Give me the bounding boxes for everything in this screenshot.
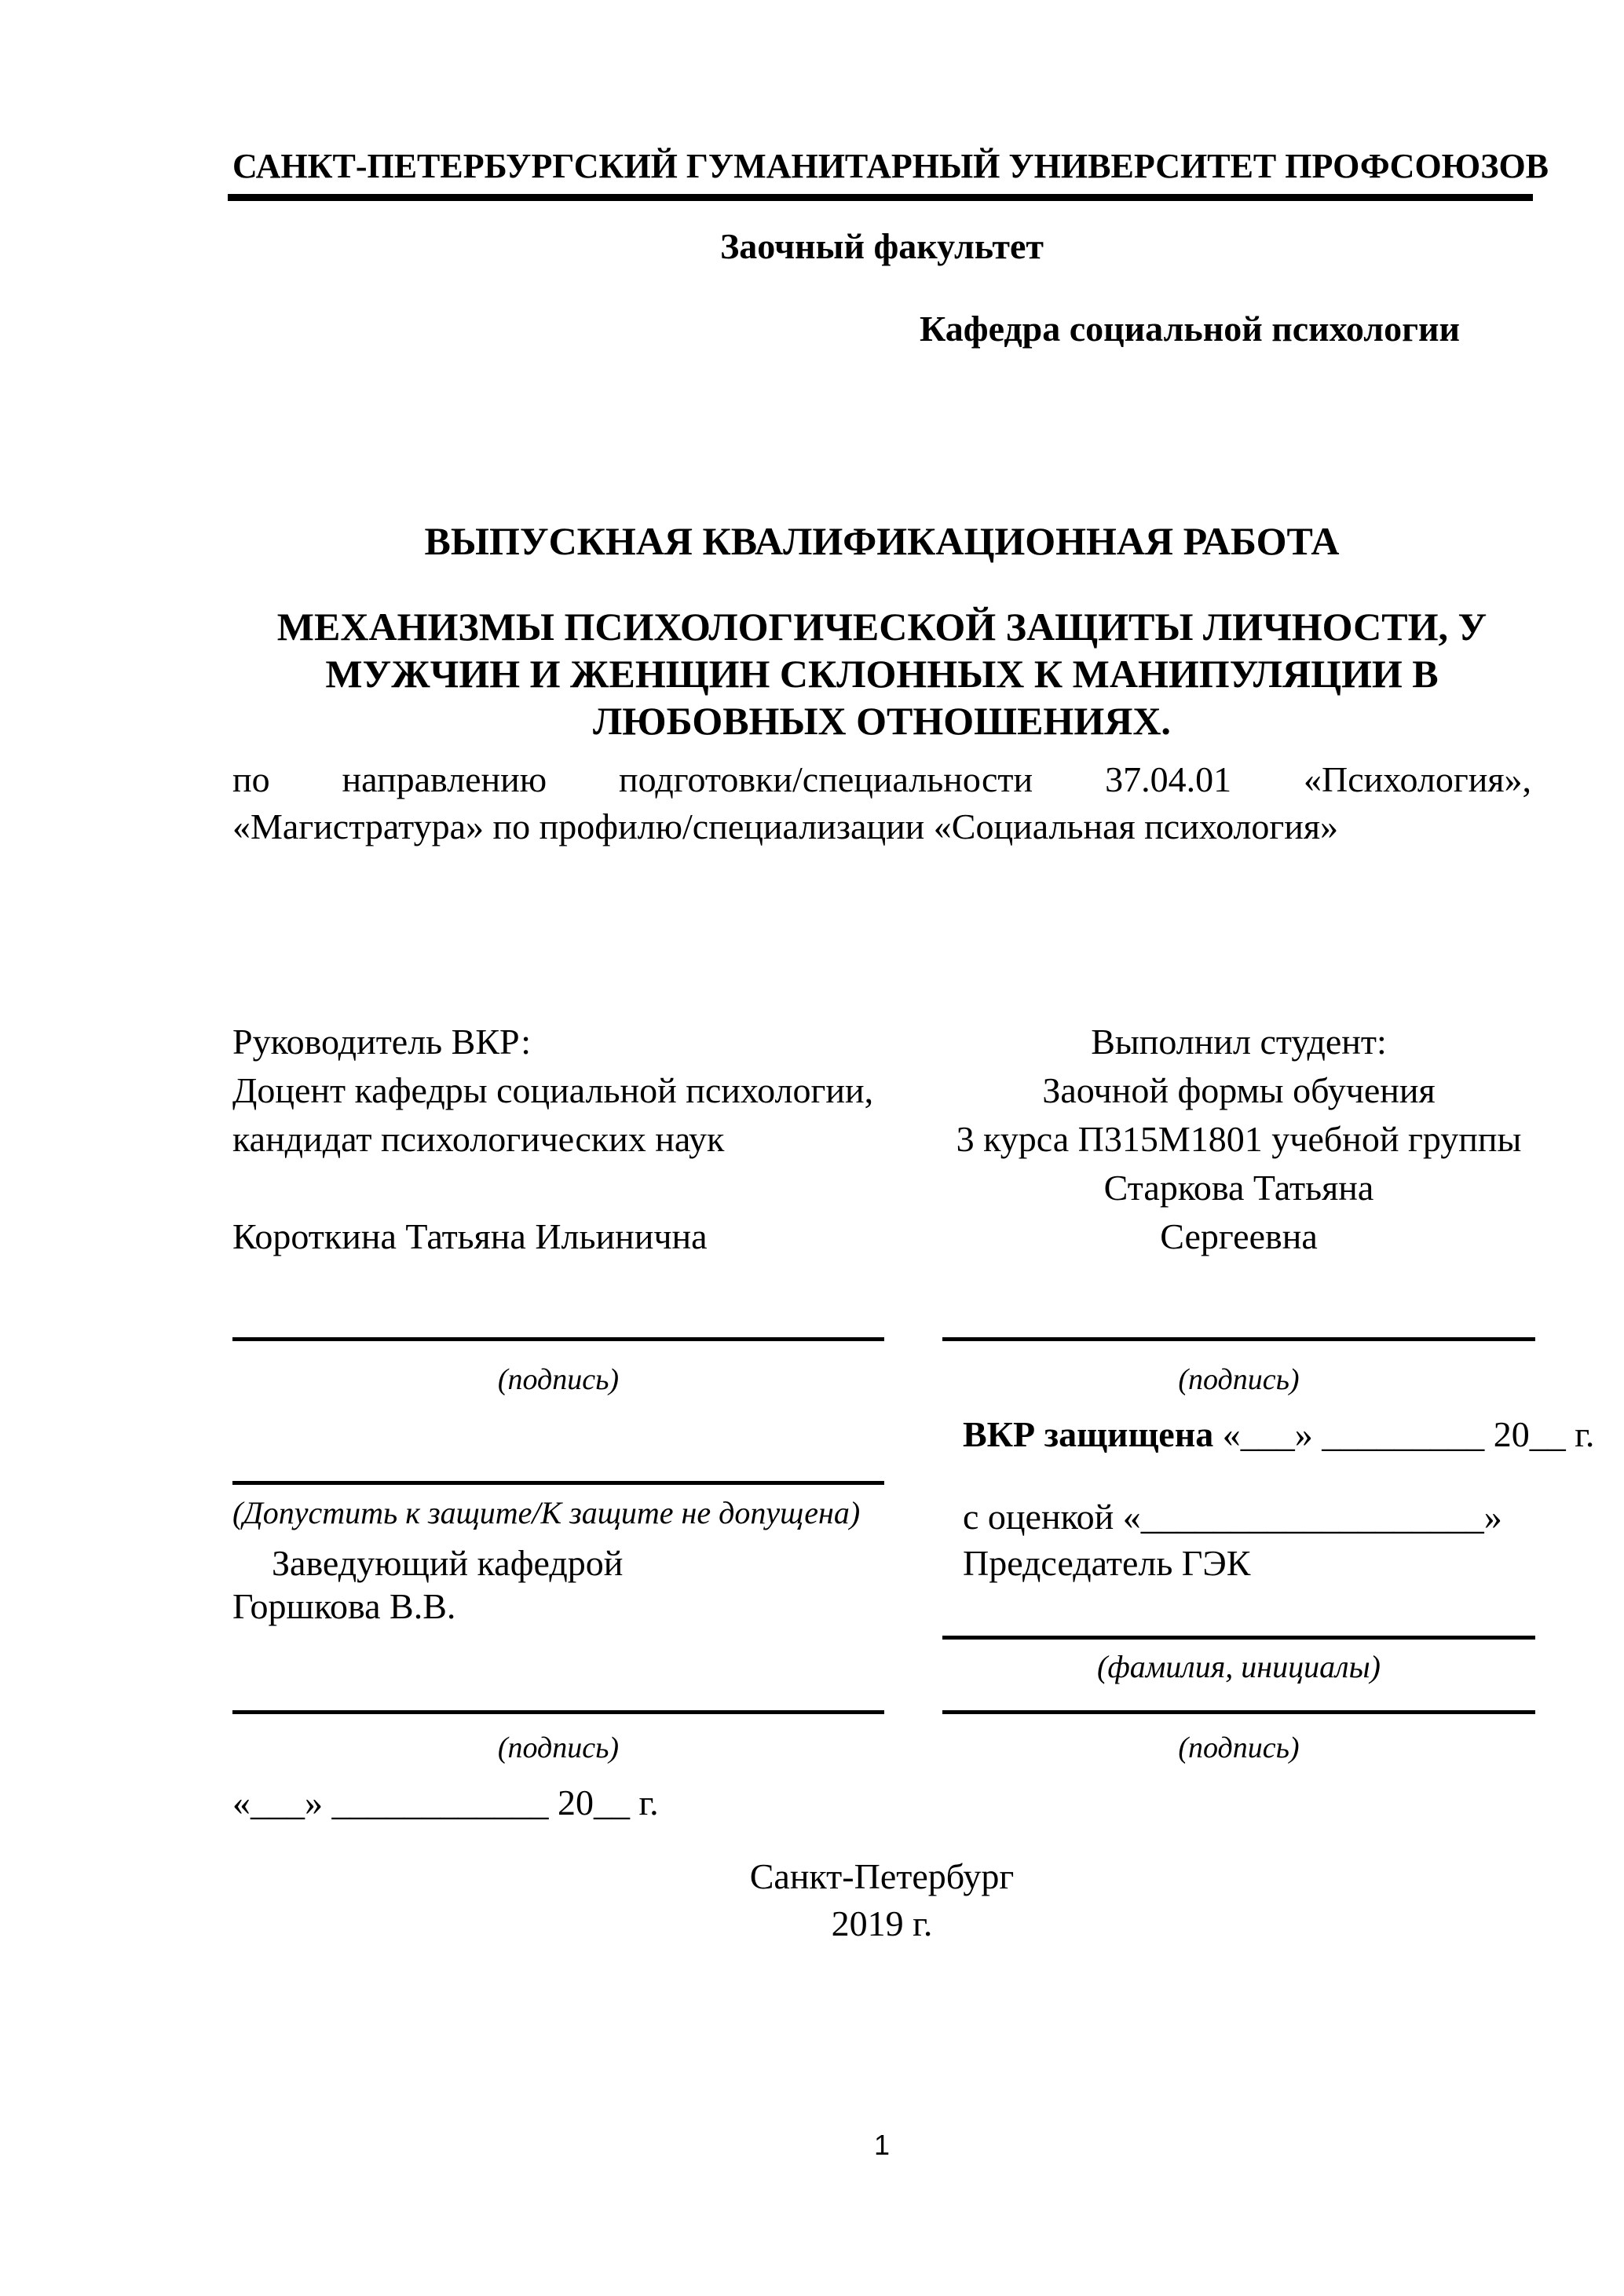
- student-name-line-1: Старкова Татьяна: [1103, 1168, 1374, 1208]
- supervisor-position-line-1: Доцент кафедры социальной психологии,: [232, 1070, 874, 1110]
- supervisor-role-label: Руководитель ВКР:: [232, 1022, 532, 1062]
- supervisor-signature-caption: (подпись): [497, 1363, 620, 1396]
- imprint-year: 2019 г.: [831, 1903, 933, 1943]
- imprint-city: Санкт-Петербург: [749, 1856, 1015, 1896]
- admission-decision-line: [232, 1481, 884, 1485]
- defense-grade-line: с оценкой «___________________»: [963, 1497, 1502, 1537]
- committee-chairman-label: Председатель ГЭК: [963, 1543, 1251, 1583]
- defense-date-line: [963, 1413, 1595, 1457]
- imprint-block: [232, 1853, 1531, 1947]
- university-name: САНКТ-ПЕТЕРБУРГСКИЙ ГУМАНИТАРНЫЙ УНИВЕРСИТЕТ ПРОФСОЮЗОВ: [232, 147, 1549, 185]
- work-type-heading: ВЫПУСКНАЯ КВАЛИФИКАЦИОННАЯ РАБОТА: [424, 519, 1340, 563]
- defense-defended-label: ВКР защищена: [963, 1414, 1214, 1454]
- student-group-line: 3 курса П315М1801 учебной группы: [956, 1119, 1522, 1159]
- page-number: 1: [873, 2129, 891, 2161]
- direction-line-2: «Магистратура» по профилю/специализации «Социальная психология»: [232, 806, 1339, 846]
- department-head-name: Горшкова В.В.: [232, 1586, 456, 1626]
- supervisor-block: [232, 1018, 884, 1261]
- student-signature-line: [942, 1337, 1535, 1341]
- chairman-signature-caption: (подпись): [1178, 1731, 1300, 1764]
- thesis-title-line-2: МУЖЧИН И ЖЕНЩИН СКЛОННЫХ К МАНИПУЛЯЦИИ В: [325, 652, 1439, 696]
- department-name: Кафедра социальной психологии: [920, 309, 1460, 349]
- supervisor-position-line-2: кандидат психологических наук: [232, 1119, 725, 1159]
- direction-paragraph: [232, 756, 1531, 850]
- student-name-line-2: Сергеевна: [1160, 1216, 1318, 1256]
- thesis-title-line-1: МЕХАНИЗМЫ ПСИХОЛОГИЧЕСКОЙ ЗАЩИТЫ ЛИЧНОСТИ, У: [276, 605, 1487, 649]
- chairman-name-line: [942, 1636, 1535, 1640]
- chairman-name-caption: (фамилия, инициалы): [1097, 1649, 1381, 1684]
- department-head-signature-line: [232, 1710, 884, 1714]
- header-divider-rule: [228, 194, 1533, 201]
- supervisor-blank-row: [232, 1164, 884, 1212]
- department-head-signature-caption: (подпись): [497, 1731, 620, 1764]
- supervisor-name: Короткина Татьяна Ильинична: [232, 1216, 708, 1256]
- supervisor-signature-line: [232, 1337, 884, 1341]
- student-study-form: Заочной формы обучения: [1042, 1070, 1436, 1110]
- admission-decision-caption: (Допустить к защите/К защите не допущена): [232, 1495, 861, 1530]
- thesis-title: [232, 603, 1531, 744]
- student-signature-caption: (подпись): [1178, 1363, 1300, 1396]
- student-block: [942, 1018, 1535, 1261]
- defense-defended-blanks: «___» _________ 20__ г.: [1213, 1414, 1595, 1454]
- student-heading: Выполнил студент:: [1091, 1022, 1387, 1062]
- direction-line-1: по направлению подготовки/специальности 37.04.01 «Психология»,: [232, 759, 1531, 799]
- thesis-title-line-3: ЛЮБОВНЫХ ОТНОШЕНИЯХ.: [593, 699, 1171, 743]
- chairman-signature-line: [942, 1710, 1535, 1714]
- department-head-title: Заведующий кафедрой: [272, 1543, 624, 1583]
- admission-date-line: «___» ____________ 20__ г.: [232, 1782, 659, 1823]
- faculty-name: Заочный факультет: [720, 226, 1044, 266]
